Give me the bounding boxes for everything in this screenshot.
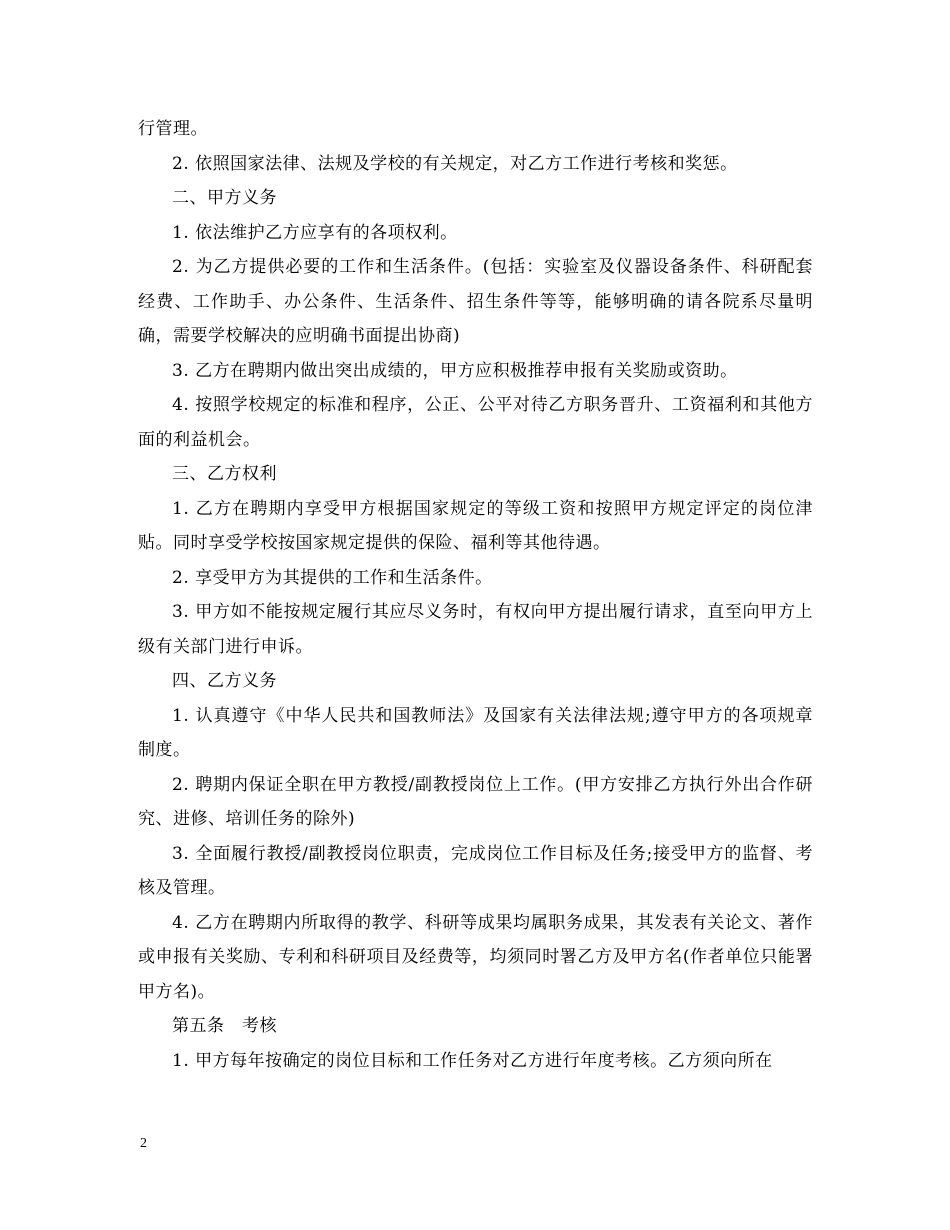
page-number: 2 [140, 1136, 147, 1151]
paragraph: 2. 为乙方提供必要的工作和生活条件。(包括：实验室及仪器设备条件、科研配套经费、工作助手、办公条件、生活条件、招生条件等等，能够明确的请各院系尽量明确，需要学校解决的应明确书面提出协商) [138, 257, 813, 346]
paragraph: 2. 聘期内保证全职在甲方教授/副教授岗位上工作。(甲方安排乙方执行外出合作研究、进修、培训任务的除外) [138, 774, 813, 829]
paragraph: 4. 乙方在聘期内所取得的教学、科研等成果均属职务成果，其发表有关论文、著作或申报有关奖励、专利和科研项目及经费等，均须同时署乙方及甲方名(作者单位只能署甲方名)。 [138, 912, 813, 1002]
paragraph: 1. 依法维护乙方应享有的各项权利。 [172, 222, 458, 243]
section-heading: 四、乙方义务 [172, 671, 277, 691]
paragraph: 3. 全面履行教授/副教授岗位职责，完成岗位工作目标及任务;接受甲方的监督、考核及管理。 [138, 843, 813, 898]
document-body [138, 112, 813, 1078]
paragraph: 4. 按照学校规定的标准和程序，公正、公平对待乙方职务晋升、工资福利和其他方面的利益机会。 [138, 395, 813, 450]
paragraph: 1. 认真遵守《中华人民共和国教师法》及国家有关法律法规;遵守甲方的各项规章制度。 [138, 705, 813, 760]
paragraph: 2. 依照国家法律、法规及学校的有关规定，对乙方工作进行考核和奖惩。 [172, 153, 738, 174]
paragraph: 1. 甲方每年按确定的岗位目标和工作任务对乙方进行年度考核。乙方须向所在 [172, 1050, 773, 1071]
paragraph: 2. 享受甲方为其提供的工作和生活条件。 [172, 567, 493, 588]
paragraph: 3. 乙方在聘期内做出突出成绩的，甲方应积极推荐申报有关奖励或资助。 [172, 360, 738, 381]
section-heading: 二、甲方义务 [172, 188, 277, 208]
paragraph: 3. 甲方如不能按规定履行其应尽义务时，有权向甲方提出履行请求，直至向甲方上级有关部门进行申诉。 [138, 602, 813, 657]
paragraph: 行管理。 [138, 119, 208, 139]
section-heading: 第五条 考核 [172, 1016, 277, 1036]
section-heading: 三、乙方权利 [172, 464, 277, 484]
paragraph: 1. 乙方在聘期内享受甲方根据国家规定的等级工资和按照甲方规定评定的岗位津贴。同时享受学校按国家规定提供的保险、福利等其他待遇。 [138, 498, 813, 553]
